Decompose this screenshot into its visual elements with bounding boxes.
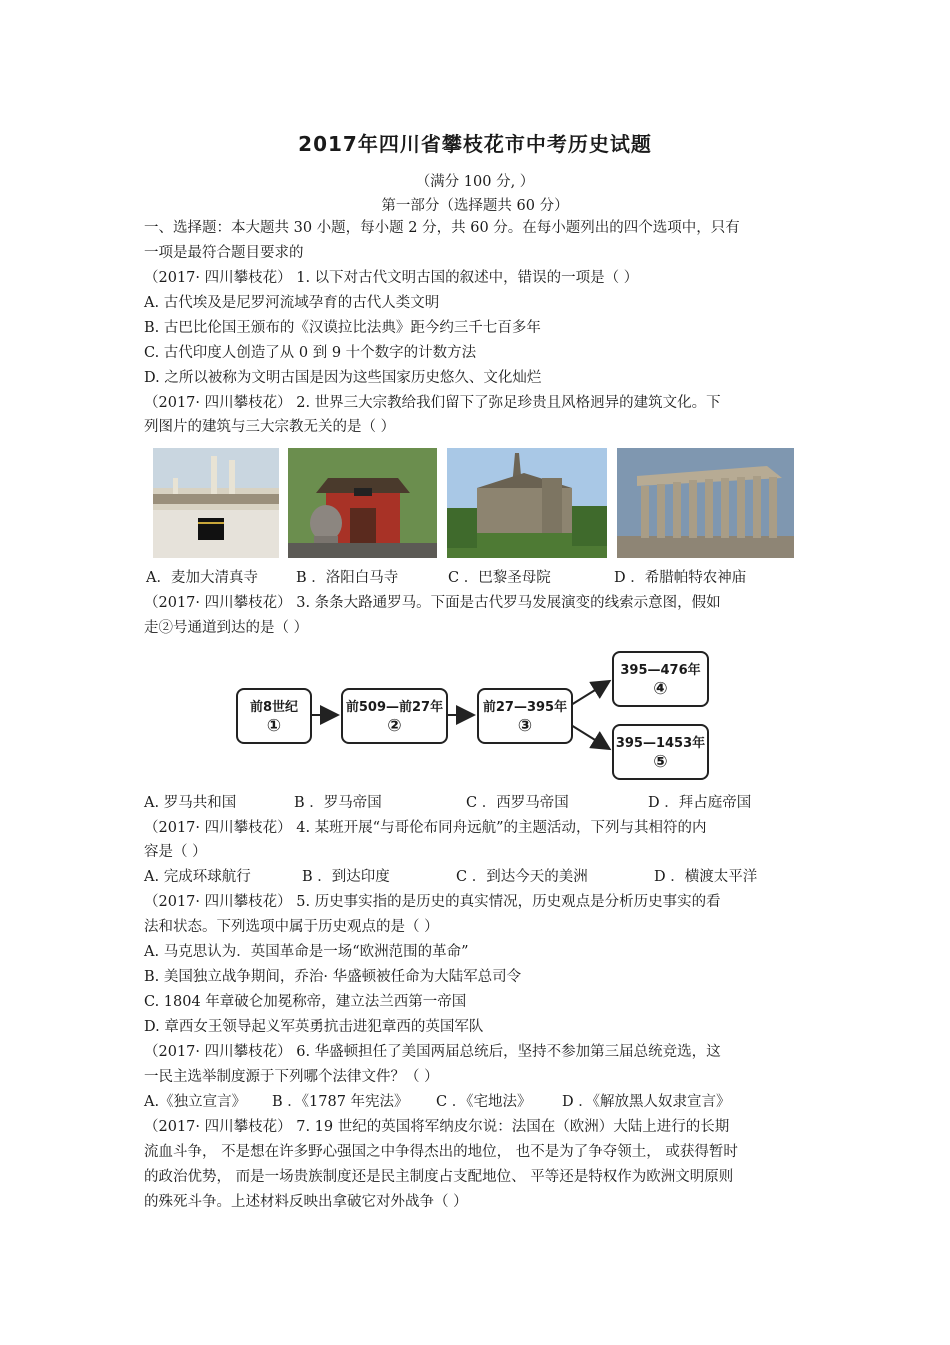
page-title: 2017年四川省攀枝花市中考历史试题	[298, 132, 652, 156]
timeline-box-3-number: ③	[517, 716, 533, 736]
q2-stem-line1: （2017· 四川攀枝花） 2. 世界三大宗教给我们留下了弥足珍贵且风格迥异的建筑文化。下	[144, 395, 721, 411]
q1-option-a: A. 古代埃及是尼罗河流域孕育的古代人类文明	[144, 295, 440, 311]
q7-line1: （2017· 四川攀枝花） 7. 19 世纪的英国将军纳皮尔说：法国在（欧洲）大陆上进行的长期	[144, 1119, 730, 1135]
timeline-box-1-number: ①	[266, 716, 282, 736]
q4-option-b: B ．到达印度	[302, 869, 390, 885]
q2-option-d: D ．希腊帕特农神庙	[614, 570, 747, 586]
q5-stem-line1: （2017· 四川攀枝花） 5. 历史事实指的是历史的真实情况，历史观点是分析历史事实的看	[144, 894, 721, 910]
q4-options	[144, 867, 844, 887]
timeline-box-4-number: ④	[653, 679, 668, 699]
q7-line2: 流血斗争， 不是想在许多野心强国之中争得杰出的地位， 也不是为了争夺领土， 或获得暂时	[144, 1144, 738, 1160]
timeline-box-2-number: ②	[387, 716, 402, 736]
q7-line3: 的政治优势， 而是一场贵族制度还是民主制度占支配地位、 平等还是特权作为欧洲文明原则	[144, 1169, 734, 1185]
q5-option-b: B. 美国独立战争期间，乔治· 华盛顿被任命为大陆军总司令	[144, 969, 522, 985]
q2-option-c: C ．巴黎圣母院	[448, 570, 551, 586]
score-note: （满分 100 分, ）	[415, 174, 535, 190]
notre-dame-photo	[447, 448, 607, 558]
q6-option-b: B ．《1787 年宪法》	[272, 1094, 409, 1110]
q2-option-a: A．麦加大清真寺	[146, 570, 258, 586]
timeline-box-5-number: ⑤	[653, 752, 668, 772]
mecca-mosque-photo	[153, 448, 279, 558]
arrow-3-4	[571, 682, 608, 705]
timeline-box-1	[236, 688, 312, 744]
q1-option-c: C. 古代印度人创造了从 0 到 9 十个数字的计数方法	[144, 345, 477, 361]
q5-option-d: D. 章西女王领导起义军英勇抗击进犯章西的英国军队	[144, 1019, 484, 1035]
white-horse-temple-photo	[288, 448, 437, 558]
q3-option-a: A. 罗马共和国	[144, 795, 237, 811]
parthenon-photo	[617, 448, 794, 558]
q3-option-d: D ．拜占庭帝国	[648, 795, 752, 811]
q1-option-d: D. 之所以被称为文明古国是因为这些国家历史悠久、文化灿烂	[144, 370, 542, 386]
timeline-box-1-period: 前8世纪	[249, 700, 299, 715]
section-intro-line2: 一项是最符合题目要求的	[144, 245, 304, 261]
q5-option-a: A. 马克思认为．英国革命是一场“欧洲范围的革命”	[144, 944, 469, 960]
timeline-box-3	[477, 688, 573, 744]
section-intro-line1: 一、选择题：本大题共 30 小题，每小题 2 分，共 60 分。在每小题列出的四个选项中，只有	[144, 220, 740, 236]
q3-option-c: C ．西罗马帝国	[466, 795, 569, 811]
q1-option-b: B. 古巴比伦国王颁布的《汉谟拉比法典》距今约三千七百多年	[144, 320, 541, 336]
timeline-box-4	[612, 651, 709, 707]
q2-option-b: B ．洛阳白马寺	[296, 570, 399, 586]
q4-stem-line2: 容是（ ）	[144, 844, 207, 860]
q3-stem-line2: 走②号通道到达的是（ ）	[144, 620, 309, 636]
q2-stem-line2: 列图片的建筑与三大宗教无关的是（ ）	[144, 419, 396, 435]
q1-stem: （2017· 四川攀枝花） 1. 以下对古代文明古国的叙述中，错误的一项是（ ）	[144, 270, 639, 286]
timeline-box-3-period: 前27—395年	[482, 700, 568, 715]
timeline-box-2-period: 前509—前27年	[345, 700, 444, 715]
q6-stem-line1: （2017· 四川攀枝花） 6. 华盛顿担任了美国两届总统后，坚持不参加第三届总统竞选，这	[144, 1044, 721, 1060]
q2-options	[144, 568, 844, 588]
q6-option-c: C ．《宅地法》	[436, 1094, 532, 1110]
q5-option-c: C. 1804 年章破仑加冕称帝，建立法兰西第一帝国	[144, 994, 467, 1010]
timeline-box-2	[341, 688, 448, 744]
q6-option-d: D ．《解放黑人奴隶宣言》	[562, 1094, 731, 1110]
q6-options	[144, 1092, 844, 1112]
q3-options	[144, 793, 844, 813]
q3-stem-line1: （2017· 四川攀枝花） 3. 条条大路通罗马。下面是古代罗马发展演变的线索示意图，假如	[144, 595, 721, 611]
part-heading: 第一部分（选择题共 60 分）	[381, 198, 569, 214]
q5-stem-line2: 法和状态。下列选项中属于历史观点的是（ ）	[144, 919, 439, 935]
q6-stem-line2: 一民主选举制度源于下列哪个法律文件？（ ）	[144, 1069, 439, 1085]
timeline-box-4-period: 395—476年	[620, 663, 701, 678]
q4-option-a: A. 完成环球航行	[144, 869, 251, 885]
q4-option-d: D ．横渡太平洋	[654, 869, 758, 885]
q3-option-b: B ．罗马帝国	[294, 795, 382, 811]
timeline-box-5	[612, 724, 709, 780]
q4-stem-line1: （2017· 四川攀枝花） 4. 某班开展“与哥伦布同舟远航”的主题活动，下列与其相符的内	[144, 820, 707, 836]
timeline-box-5-period: 395—1453年	[615, 736, 706, 751]
arrow-3-5	[571, 725, 608, 748]
q7-line4: 的殊死斗争。上述材料反映出拿破它对外战争（ ）	[144, 1194, 468, 1210]
q6-option-a: A.《独立宣言》	[144, 1094, 247, 1110]
q4-option-c: C ．到达今天的美洲	[456, 869, 588, 885]
